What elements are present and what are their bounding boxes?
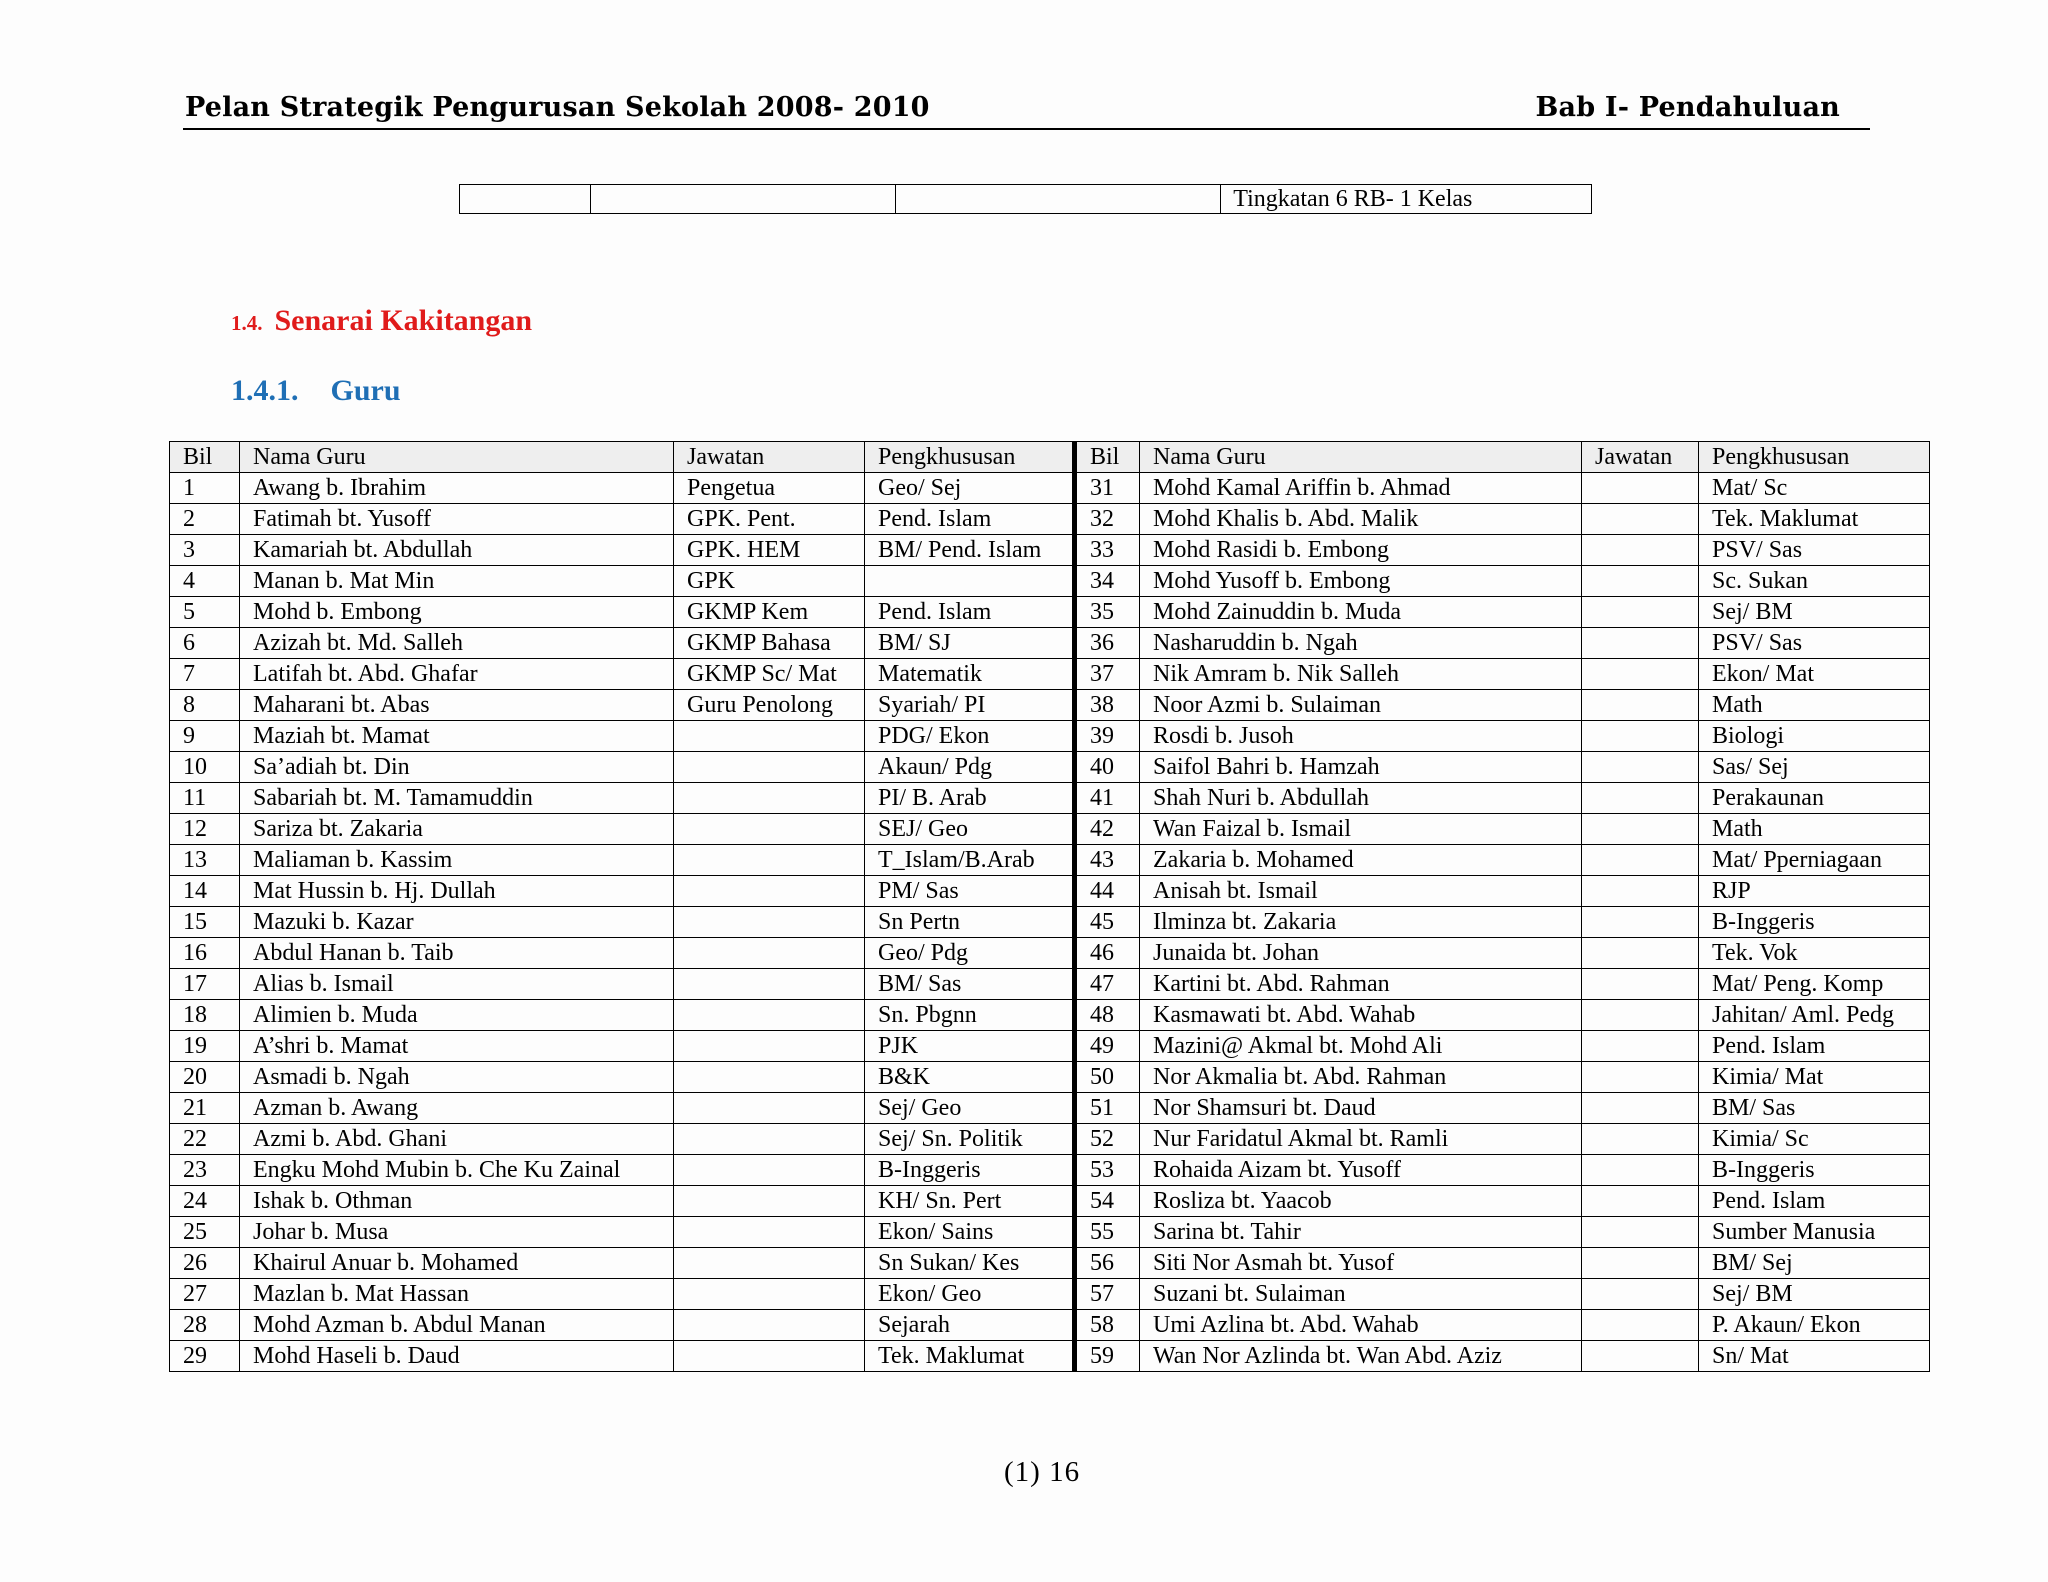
column-header: Pengkhususan [1699,442,1930,473]
table-row [170,845,1930,876]
specialization-cell: Geo/ Sej [865,473,1075,504]
name-cell: Latifah bt. Abd. Ghafar [240,659,674,690]
name-cell: Asmadi b. Ngah [240,1062,674,1093]
position-cell [674,1279,865,1310]
position-cell [674,1155,865,1186]
table-row [170,1217,1930,1248]
specialization-cell: Biologi [1699,721,1930,752]
name-cell: Anisah bt. Ismail [1140,876,1582,907]
name-cell: Maziah bt. Mamat [240,721,674,752]
table-row [170,938,1930,969]
specialization-cell: Tek. Maklumat [1699,504,1930,535]
name-cell: A’shri b. Mamat [240,1031,674,1062]
name-cell: Saifol Bahri b. Hamzah [1140,752,1582,783]
name-cell: Mazuki b. Kazar [240,907,674,938]
bil-cell: 52 [1075,1124,1140,1155]
name-cell: Engku Mohd Mubin b. Che Ku Zainal [240,1155,674,1186]
table-row [170,473,1930,504]
position-cell [1582,690,1699,721]
name-cell: Manan b. Mat Min [240,566,674,597]
specialization-cell: PI/ B. Arab [865,783,1075,814]
bil-cell: 42 [1075,814,1140,845]
position-cell [674,1093,865,1124]
name-cell: Ishak b. Othman [240,1186,674,1217]
table-row [170,1310,1930,1341]
name-cell: Mazini@ Akmal bt. Mohd Ali [1140,1031,1582,1062]
position-cell [1582,969,1699,1000]
specialization-cell [865,566,1075,597]
position-cell [674,1217,865,1248]
table-cell [895,185,1221,214]
table-row [170,1279,1930,1310]
bil-cell: 7 [170,659,240,690]
position-cell: GPK. Pent. [674,504,865,535]
name-cell: Kartini bt. Abd. Rahman [1140,969,1582,1000]
bil-cell: 34 [1075,566,1140,597]
bil-cell: 4 [170,566,240,597]
bil-cell: 38 [1075,690,1140,721]
position-cell [1582,1279,1699,1310]
bil-cell: 51 [1075,1093,1140,1124]
bil-cell: 25 [170,1217,240,1248]
specialization-cell: Kimia/ Mat [1699,1062,1930,1093]
specialization-cell: B-Inggeris [1699,1155,1930,1186]
bil-cell: 46 [1075,938,1140,969]
name-cell: Kasmawati bt. Abd. Wahab [1140,1000,1582,1031]
specialization-cell: Ekon/ Mat [1699,659,1930,690]
position-cell [1582,845,1699,876]
bil-cell: 58 [1075,1310,1140,1341]
bil-cell: 57 [1075,1279,1140,1310]
table-row [170,504,1930,535]
specialization-cell: Tek. Maklumat [865,1341,1075,1372]
specialization-cell: BM/ Pend. Islam [865,535,1075,566]
column-header: Pengkhususan [865,442,1075,473]
position-cell [1582,721,1699,752]
position-cell [1582,752,1699,783]
specialization-cell: Geo/ Pdg [865,938,1075,969]
bil-cell: 10 [170,752,240,783]
bil-cell: 41 [1075,783,1140,814]
table-row [170,1341,1930,1372]
position-cell [1582,938,1699,969]
specialization-cell: PDG/ Ekon [865,721,1075,752]
bil-cell: 22 [170,1124,240,1155]
bil-cell: 2 [170,504,240,535]
position-cell [674,876,865,907]
bil-cell: 43 [1075,845,1140,876]
specialization-cell: P. Akaun/ Ekon [1699,1310,1930,1341]
column-header: Nama Guru [1140,442,1582,473]
table-row [170,783,1930,814]
table-row [170,1186,1930,1217]
specialization-cell: Pend. Islam [865,597,1075,628]
bil-cell: 59 [1075,1341,1140,1372]
bil-cell: 28 [170,1310,240,1341]
position-cell [674,1248,865,1279]
name-cell: Mohd Rasidi b. Embong [1140,535,1582,566]
specialization-cell: BM/ Sas [865,969,1075,1000]
table-row [170,1155,1930,1186]
position-cell: GKMP Sc/ Mat [674,659,865,690]
bil-cell: 47 [1075,969,1140,1000]
position-cell [1582,1341,1699,1372]
position-cell [674,752,865,783]
name-cell: Wan Nor Azlinda bt. Wan Abd. Aziz [1140,1341,1582,1372]
bil-cell: 48 [1075,1000,1140,1031]
position-cell: GKMP Bahasa [674,628,865,659]
position-cell: GPK [674,566,865,597]
position-cell [1582,1000,1699,1031]
bil-cell: 35 [1075,597,1140,628]
table-row [170,876,1930,907]
name-cell: Alimien b. Muda [240,1000,674,1031]
specialization-cell: PM/ Sas [865,876,1075,907]
position-cell: Pengetua [674,473,865,504]
specialization-cell: Sas/ Sej [1699,752,1930,783]
table-row [170,814,1930,845]
name-cell: Azmi b. Abd. Ghani [240,1124,674,1155]
name-cell: Khairul Anuar b. Mohamed [240,1248,674,1279]
specialization-cell: Perakaunan [1699,783,1930,814]
specialization-cell: Sejarah [865,1310,1075,1341]
name-cell: Mat Hussin b. Hj. Dullah [240,876,674,907]
specialization-cell: Akaun/ Pdg [865,752,1075,783]
specialization-cell: Sn/ Mat [1699,1341,1930,1372]
name-cell: Nik Amram b. Nik Salleh [1140,659,1582,690]
name-cell: Mazlan b. Mat Hassan [240,1279,674,1310]
position-cell [1582,597,1699,628]
position-cell [674,845,865,876]
bil-cell: 6 [170,628,240,659]
table-header-row [170,442,1930,473]
specialization-cell: BM/ Sej [1699,1248,1930,1279]
position-cell [674,938,865,969]
specialization-cell: Sn. Pbgnn [865,1000,1075,1031]
specialization-cell: PSV/ Sas [1699,628,1930,659]
teacher-table [169,441,1930,1372]
specialization-cell: Ekon/ Sains [865,1217,1075,1248]
specialization-cell: Mat/ Pperniagaan [1699,845,1930,876]
name-cell: Sabariah bt. M. Tamamuddin [240,783,674,814]
table-row [170,1248,1930,1279]
bil-cell: 37 [1075,659,1140,690]
position-cell [674,1062,865,1093]
position-cell [674,1000,865,1031]
specialization-cell: Mat/ Sc [1699,473,1930,504]
bil-cell: 40 [1075,752,1140,783]
specialization-cell: Matematik [865,659,1075,690]
name-cell: Sa’adiah bt. Din [240,752,674,783]
table-row [170,659,1930,690]
specialization-cell: Pend. Islam [865,504,1075,535]
position-cell [1582,876,1699,907]
column-header: Jawatan [1582,442,1699,473]
position-cell [674,1031,865,1062]
table-row [170,1031,1930,1062]
name-cell: Noor Azmi b. Sulaiman [1140,690,1582,721]
name-cell: Mohd Zainuddin b. Muda [1140,597,1582,628]
position-cell [1582,1093,1699,1124]
table-cell [590,185,895,214]
specialization-cell: BM/ Sas [1699,1093,1930,1124]
name-cell: Zakaria b. Mohamed [1140,845,1582,876]
table-row [170,1000,1930,1031]
name-cell: Sarina bt. Tahir [1140,1217,1582,1248]
bil-cell: 18 [170,1000,240,1031]
position-cell [1582,1186,1699,1217]
specialization-cell: Sc. Sukan [1699,566,1930,597]
bil-cell: 1 [170,473,240,504]
bil-cell: 24 [170,1186,240,1217]
bil-cell: 23 [170,1155,240,1186]
page-number: (1) 16 [1004,1456,1081,1488]
teacher-table-body [170,473,1930,1372]
bil-cell: 33 [1075,535,1140,566]
specialization-cell: Ekon/ Geo [865,1279,1075,1310]
bil-cell: 55 [1075,1217,1140,1248]
position-cell [1582,1031,1699,1062]
position-cell [1582,659,1699,690]
name-cell: Rosliza bt. Yaacob [1140,1186,1582,1217]
table-row [170,1093,1930,1124]
name-cell: Umi Azlina bt. Abd. Wahab [1140,1310,1582,1341]
bil-cell: 44 [1075,876,1140,907]
position-cell [674,721,865,752]
name-cell: Mohd Khalis b. Abd. Malik [1140,504,1582,535]
table-row [170,597,1930,628]
position-cell [1582,504,1699,535]
bil-cell: 36 [1075,628,1140,659]
specialization-cell: Sej/ Sn. Politik [865,1124,1075,1155]
position-cell [1582,814,1699,845]
bil-cell: 31 [1075,473,1140,504]
specialization-cell: Tek. Vok [1699,938,1930,969]
bil-cell: 53 [1075,1155,1140,1186]
table-row [170,628,1930,659]
name-cell: Suzani bt. Sulaiman [1140,1279,1582,1310]
specialization-cell: BM/ SJ [865,628,1075,659]
column-header: Nama Guru [240,442,674,473]
name-cell: Maharani bt. Abas [240,690,674,721]
table-row [170,535,1930,566]
table-row [170,721,1930,752]
bil-cell: 19 [170,1031,240,1062]
position-cell [1582,1310,1699,1341]
position-cell [674,1124,865,1155]
name-cell: Johar b. Musa [240,1217,674,1248]
specialization-cell: PJK [865,1031,1075,1062]
name-cell: Nor Akmalia bt. Abd. Rahman [1140,1062,1582,1093]
specialization-cell: B-Inggeris [865,1155,1075,1186]
page-header [183,92,1870,130]
name-cell: Awang b. Ibrahim [240,473,674,504]
specialization-cell: Sej/ BM [1699,597,1930,628]
position-cell [1582,1248,1699,1279]
specialization-cell: Pend. Islam [1699,1031,1930,1062]
bil-cell: 20 [170,1062,240,1093]
specialization-cell: RJP [1699,876,1930,907]
specialization-cell: B-Inggeris [1699,907,1930,938]
bil-cell: 21 [170,1093,240,1124]
bil-cell: 16 [170,938,240,969]
bil-cell: 15 [170,907,240,938]
position-cell [674,969,865,1000]
position-cell: GPK. HEM [674,535,865,566]
bil-cell: 3 [170,535,240,566]
name-cell: Fatimah bt. Yusoff [240,504,674,535]
bil-cell: 39 [1075,721,1140,752]
specialization-cell: Math [1699,690,1930,721]
name-cell: Mohd Yusoff b. Embong [1140,566,1582,597]
name-cell: Abdul Hanan b. Taib [240,938,674,969]
position-cell [1582,907,1699,938]
bil-cell: 49 [1075,1031,1140,1062]
bil-cell: 26 [170,1248,240,1279]
section-number: 1.4. [231,311,263,335]
bil-cell: 17 [170,969,240,1000]
table-row [170,690,1930,721]
table-row [170,969,1930,1000]
column-header: Bil [170,442,240,473]
name-cell: Maliaman b. Kassim [240,845,674,876]
bil-cell: 27 [170,1279,240,1310]
name-cell: Mohd Haseli b. Daud [240,1341,674,1372]
position-cell [1582,473,1699,504]
section-heading [231,304,532,338]
specialization-cell: KH/ Sn. Pert [865,1186,1075,1217]
position-cell [1582,566,1699,597]
bil-cell: 11 [170,783,240,814]
position-cell [674,814,865,845]
table-row [170,907,1930,938]
table-cell: Tingkatan 6 RB- 1 Kelas [1221,185,1592,214]
bil-cell: 29 [170,1341,240,1372]
subsection-number: 1.4.1. [231,374,299,407]
name-cell: Azizah bt. Md. Salleh [240,628,674,659]
name-cell: Nur Faridatul Akmal bt. Ramli [1140,1124,1582,1155]
specialization-cell: Jahitan/ Aml. Pedg [1699,1000,1930,1031]
bil-cell: 45 [1075,907,1140,938]
subsection-heading [231,374,401,408]
table-row [170,752,1930,783]
bil-cell: 13 [170,845,240,876]
table-cell [460,185,591,214]
bil-cell: 32 [1075,504,1140,535]
position-cell: Guru Penolong [674,690,865,721]
specialization-cell: Sn Pertn [865,907,1075,938]
position-cell [674,783,865,814]
specialization-cell: Syariah/ PI [865,690,1075,721]
specialization-cell: PSV/ Sas [1699,535,1930,566]
document-title: Pelan Strategik Pengurusan Sekolah 2008- 2010 [185,92,930,123]
continuation-table [459,184,1592,214]
name-cell: Rosdi b. Jusoh [1140,721,1582,752]
table-row [170,1124,1930,1155]
position-cell: GKMP Kem [674,597,865,628]
specialization-cell: Kimia/ Sc [1699,1124,1930,1155]
name-cell: Mohd Azman b. Abdul Manan [240,1310,674,1341]
position-cell [1582,1124,1699,1155]
name-cell: Rohaida Aizam bt. Yusoff [1140,1155,1582,1186]
name-cell: Kamariah bt. Abdullah [240,535,674,566]
bil-cell: 14 [170,876,240,907]
bil-cell: 12 [170,814,240,845]
bil-cell: 8 [170,690,240,721]
name-cell: Mohd b. Embong [240,597,674,628]
name-cell: Ilminza bt. Zakaria [1140,907,1582,938]
name-cell: Sariza bt. Zakaria [240,814,674,845]
subsection-title: Guru [330,374,401,407]
position-cell [1582,1155,1699,1186]
bil-cell: 50 [1075,1062,1140,1093]
specialization-cell: Pend. Islam [1699,1186,1930,1217]
column-header: Bil [1075,442,1140,473]
position-cell [1582,1217,1699,1248]
name-cell: Wan Faizal b. Ismail [1140,814,1582,845]
name-cell: Siti Nor Asmah bt. Yusof [1140,1248,1582,1279]
section-title: Senarai Kakitangan [274,304,533,337]
specialization-cell: Sej/ BM [1699,1279,1930,1310]
specialization-cell: B&K [865,1062,1075,1093]
specialization-cell: Math [1699,814,1930,845]
table-row [170,566,1930,597]
name-cell: Mohd Kamal Ariffin b. Ahmad [1140,473,1582,504]
position-cell [1582,628,1699,659]
specialization-cell: Sej/ Geo [865,1093,1075,1124]
position-cell [674,1186,865,1217]
column-header: Jawatan [674,442,865,473]
table-row [170,1062,1930,1093]
chapter-title: Bab I- Pendahuluan [1535,92,1840,123]
position-cell [1582,783,1699,814]
specialization-cell: Sumber Manusia [1699,1217,1930,1248]
name-cell: Junaida bt. Johan [1140,938,1582,969]
specialization-cell: T_Islam/B.Arab [865,845,1075,876]
position-cell [674,907,865,938]
bil-cell: 54 [1075,1186,1140,1217]
bil-cell: 5 [170,597,240,628]
bil-cell: 56 [1075,1248,1140,1279]
name-cell: Nasharuddin b. Ngah [1140,628,1582,659]
position-cell [674,1341,865,1372]
position-cell [674,1310,865,1341]
position-cell [1582,535,1699,566]
position-cell [1582,1062,1699,1093]
bil-cell: 9 [170,721,240,752]
table-row [460,185,1592,214]
name-cell: Azman b. Awang [240,1093,674,1124]
name-cell: Shah Nuri b. Abdullah [1140,783,1582,814]
specialization-cell: SEJ/ Geo [865,814,1075,845]
name-cell: Nor Shamsuri bt. Daud [1140,1093,1582,1124]
specialization-cell: Mat/ Peng. Komp [1699,969,1930,1000]
name-cell: Alias b. Ismail [240,969,674,1000]
specialization-cell: Sn Sukan/ Kes [865,1248,1075,1279]
